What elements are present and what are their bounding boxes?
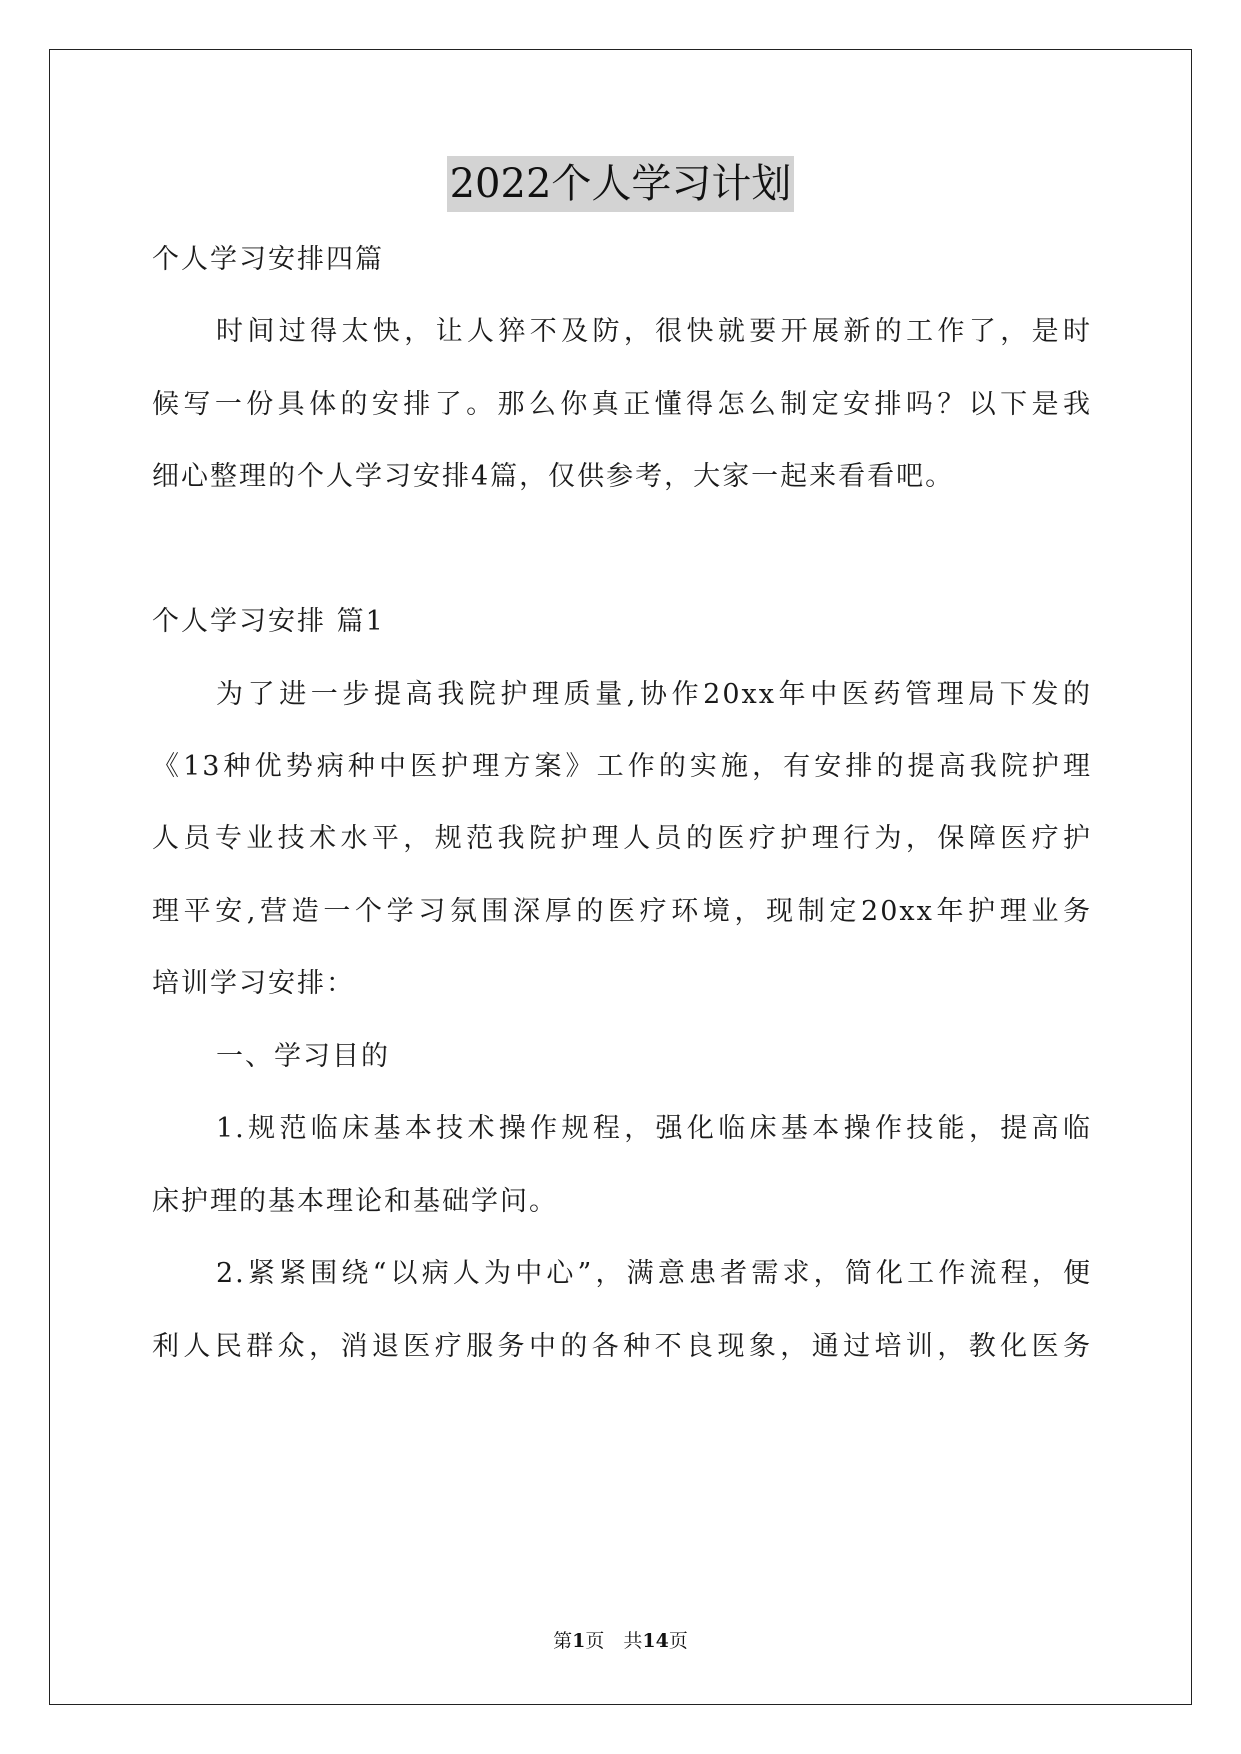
footer-prefix: 第: [553, 1630, 573, 1652]
intro-line-2: 候写一份具体的安排了。那么你真正懂得怎么制定安排吗？以下是我: [152, 389, 1092, 420]
para1-line-4: 理平安,营造一个学习氛围深厚的医疗环境，现制定20xx年护理业务: [152, 896, 1092, 927]
para1-line-5: 培训学习安排：: [152, 968, 355, 999]
item2-line-2: 利人民群众，消退医疗服务中的各种不良现象，通过培训，教化医务: [152, 1331, 1092, 1362]
title-container: [0, 156, 1241, 212]
intro-line-3: 细心整理的个人学习安排4篇，仅供参考，大家一起来看看吧。: [152, 461, 955, 492]
footer-page-total: 14: [642, 1630, 669, 1652]
section-heading: 个人学习安排 篇1: [152, 606, 385, 637]
document-subtitle: 个人学习安排四篇: [152, 244, 384, 275]
page-footer: [0, 1626, 1241, 1653]
para1-line-2: 《13种优势病种中医护理方案》工作的实施，有安排的提高我院护理: [152, 751, 1092, 782]
page-border: [49, 49, 1192, 1705]
sub-heading: 一、学习目的: [216, 1041, 390, 1072]
item1-line-2: 床护理的基本理论和基础学问。: [152, 1186, 558, 1217]
document-title: 2022个人学习计划: [447, 156, 795, 212]
intro-line-1: 时间过得太快，让人猝不及防，很快就要开展新的工作了，是时: [216, 316, 1092, 347]
item2-line-1: 2.紧紧围绕“以病人为中心”，满意患者需求，简化工作流程，便: [216, 1258, 1092, 1289]
item1-line-1: 1.规范临床基本技术操作规程，强化临床基本操作技能，提高临: [216, 1113, 1092, 1144]
footer-page-current: 1: [572, 1630, 586, 1652]
para1-line-3: 人员专业技术水平，规范我院护理人员的医疗护理行为，保障医疗护: [152, 823, 1092, 854]
para1-line-1: 为了进一步提高我院护理质量,协作20xx年中医药管理局下发的: [216, 679, 1092, 710]
footer-suffix: 页: [668, 1630, 688, 1652]
footer-mid: 页 共: [585, 1630, 643, 1652]
